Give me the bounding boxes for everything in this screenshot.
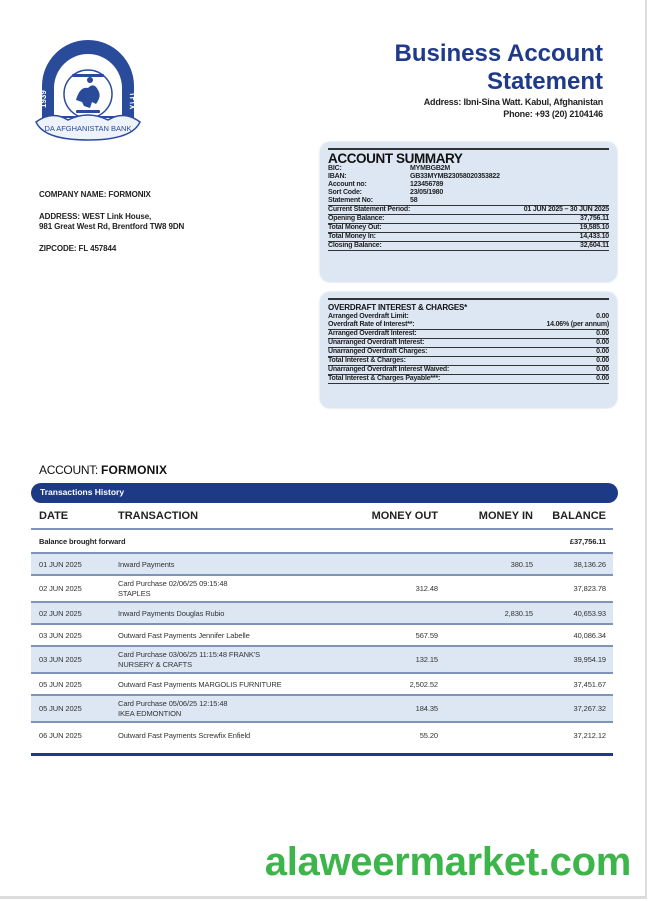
- transaction-balance: 38,136.26: [573, 559, 606, 569]
- transaction-date: 05 JUN 2025: [39, 703, 82, 713]
- overdraft-row: Arranged Overdraft Interest: 0.00: [328, 330, 609, 337]
- transaction-description: [118, 650, 338, 670]
- brought-forward-balance: £37,756.11: [569, 536, 606, 546]
- transaction-balance: 37,267.32: [573, 703, 606, 713]
- column-header-transaction: TRANSACTION: [118, 510, 199, 522]
- transaction-description: [118, 560, 338, 569]
- transaction-date: 06 JUN 2025: [39, 730, 82, 740]
- summary-detail-statement-no: Statement No: 58: [328, 197, 418, 204]
- transaction-description: [118, 609, 338, 618]
- summary-row-closing-balance: Closing Balance: 32,604.11: [328, 242, 609, 249]
- bank-phone: Phone: +93 (20) 2104146: [503, 109, 603, 119]
- company-address-line1: ADDRESS: WEST Link House,: [39, 212, 152, 221]
- transaction-description: [118, 731, 338, 740]
- table-row: [31, 603, 613, 625]
- column-header-balance: BALANCE: [552, 510, 606, 522]
- company-info: [39, 190, 184, 254]
- statement-title-line2: Statement: [486, 68, 603, 95]
- summary-detail-account-no: Account no: 123456789: [328, 181, 444, 188]
- summary-row-period: Current Statement Period: 01 JUN 2025 – 30 JUN 2025: [328, 206, 609, 213]
- transaction-money-out: 312.48: [415, 583, 438, 593]
- transaction-balance: 37,212.12: [573, 730, 606, 740]
- transaction-date: 03 JUN 2025: [39, 630, 82, 640]
- transaction-date: 05 JUN 2025: [39, 679, 82, 689]
- summary-detail-bic: BIC: MYMBGB2M: [328, 165, 451, 172]
- overdraft-rate: Overdraft Rate of Interest**: 14.06% (per annum): [328, 321, 609, 328]
- transaction-balance: 40,086.34: [573, 630, 606, 640]
- overdraft-row: Total Interest & Charges Payable***: 0.00: [328, 375, 609, 382]
- transactions-history-title: Transactions History: [40, 487, 125, 497]
- transaction-description-line1: Inward Payments Douglas Rubio: [118, 608, 225, 618]
- company-zipcode: ZIPCODE: FL 457844: [39, 244, 117, 253]
- overdraft-row: Unarranged Overdraft Charges: 0.00: [328, 348, 609, 355]
- transaction-description: [118, 631, 338, 640]
- transaction-money-in: 380.15: [510, 559, 533, 569]
- logo-year-left: 1939: [39, 90, 48, 108]
- overdraft-panel: [320, 292, 617, 408]
- bank-logo: [32, 36, 144, 148]
- table-row: [31, 674, 613, 696]
- transactions-history-bar: [31, 483, 618, 503]
- table-row: [31, 696, 613, 723]
- transaction-description: [118, 680, 338, 689]
- transaction-balance: 37,823.78: [573, 583, 606, 593]
- table-header: [31, 504, 613, 530]
- column-header-date: DATE: [39, 510, 69, 522]
- transaction-description-line2: IKEA EDMONTION: [118, 708, 182, 718]
- transaction-money-out: 567.59: [415, 630, 438, 640]
- transaction-money-in: 2,830.15: [504, 608, 533, 618]
- account-summary-panel: [320, 142, 617, 282]
- company-name: COMPANY NAME: FORMONIX: [39, 190, 151, 199]
- transaction-rows: [31, 554, 613, 747]
- transaction-description-line1: Inward Payments: [118, 559, 175, 569]
- column-header-money-out: MONEY OUT: [371, 510, 438, 522]
- bank-address: Address: Ibni-Sina Watt. Kabul, Afghanistan: [423, 97, 603, 107]
- transaction-description-line1: Outward Fast Payments Jennifer Labelle: [118, 630, 250, 640]
- transaction-date: 02 JUN 2025: [39, 608, 82, 618]
- transaction-description-line1: Card Purchase 02/06/25 09:15:48: [118, 578, 228, 588]
- overdraft-row: Total Interest & Charges: 0.00: [328, 357, 609, 364]
- statement-header: [395, 40, 604, 120]
- transaction-balance: 37,451.67: [573, 679, 606, 689]
- transaction-money-out: 184.35: [415, 703, 438, 713]
- overdraft-arranged-limit: Arranged Overdraft Limit: 0.00: [328, 313, 609, 320]
- transaction-money-out: 2,502.52: [409, 679, 438, 689]
- account-summary-title: ACCOUNT SUMMARY: [328, 148, 609, 165]
- transaction-description: [118, 579, 338, 599]
- transaction-balance: 39,954.19: [573, 654, 606, 664]
- column-header-money-in: MONEY IN: [478, 510, 533, 522]
- summary-row-money-out: Total Money Out: 19,585.10: [328, 224, 609, 231]
- transaction-description: [118, 699, 338, 719]
- transaction-description-line1: Outward Fast Payments MARGOLIS FURNITURE: [118, 679, 282, 689]
- table-end-rule: [31, 753, 613, 756]
- watermark-text: alaweermarket.com: [264, 840, 631, 884]
- transaction-balance: 40,653.93: [573, 608, 606, 618]
- table-row: [31, 625, 613, 647]
- transactions-table: [31, 504, 613, 756]
- summary-detail-iban: IBAN: GB33MYMB23058020353822: [328, 173, 500, 180]
- transaction-date: 02 JUN 2025: [39, 583, 82, 593]
- summary-detail-sort-code: Sort Code: 23/05/1980: [328, 189, 444, 196]
- overdraft-row: Unarranged Overdraft Interest: 0.00: [328, 339, 609, 346]
- transaction-date: 01 JUN 2025: [39, 559, 82, 569]
- transaction-description-line2: STAPLES: [118, 588, 151, 598]
- account-name: FORMONIX: [100, 463, 168, 477]
- company-address-line2: 981 Great West Rd, Brentford TW8 9DN: [39, 222, 185, 231]
- account-label: ACCOUNT: FORMONIX: [39, 463, 168, 477]
- table-row: [31, 576, 613, 603]
- balance-brought-forward-row: Balance brought forward £37,756.11: [31, 530, 613, 554]
- overdraft-title: OVERDRAFT INTEREST & CHARGES*: [328, 298, 609, 313]
- table-row: [31, 723, 613, 747]
- transaction-description-line1: Card Purchase 05/06/25 12:15:48: [118, 698, 228, 708]
- transaction-description-line2: NURSERY & CRAFTS: [118, 659, 192, 669]
- summary-row-opening-balance: Opening Balance: 37,756.11: [328, 215, 609, 222]
- transaction-money-out: 55.20: [419, 730, 438, 740]
- transaction-money-out: 132.15: [415, 654, 438, 664]
- transaction-description-line1: Outward Fast Payments Screwfix Enfield: [118, 730, 251, 740]
- transaction-date: 03 JUN 2025: [39, 654, 82, 664]
- summary-row-money-in: Total Money In: 14,433.10: [328, 233, 609, 240]
- logo-text: DA AFGHANISTAN BANK: [44, 124, 132, 133]
- table-row: [31, 554, 613, 576]
- logo-year-right: ۱۳۱۸: [128, 92, 137, 110]
- statement-title-line1: Business Account: [394, 40, 603, 67]
- table-row: [31, 647, 613, 674]
- transaction-description-line1: Card Purchase 03/06/25 11:15:48 FRANK'S: [118, 649, 261, 659]
- overdraft-row: Unarranged Overdraft Interest Waived: 0.00: [328, 366, 609, 373]
